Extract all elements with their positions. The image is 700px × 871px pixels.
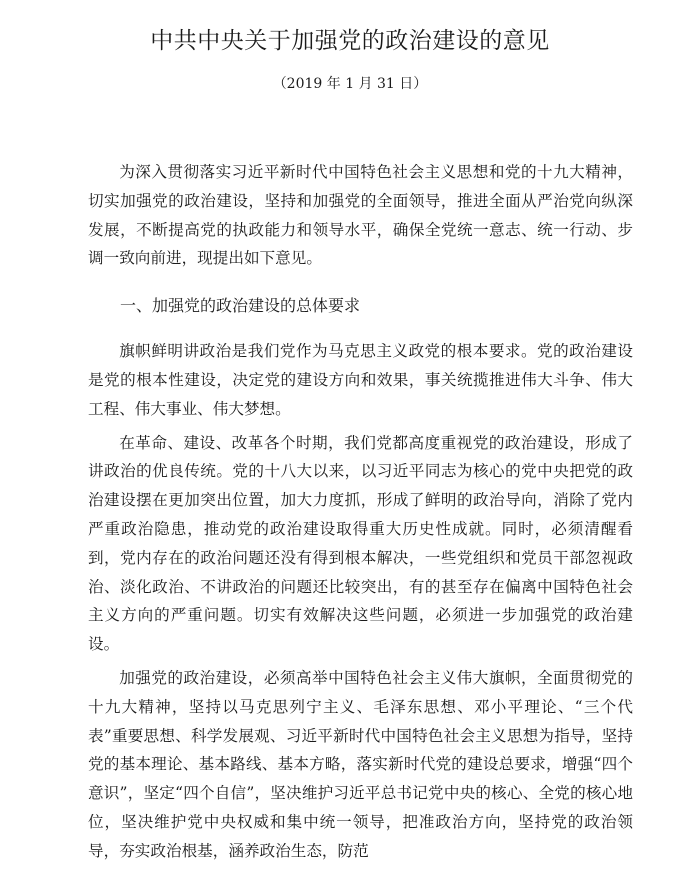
intro-paragraph: 为深入贯彻落实习近平新时代中国特色社会主义思想和党的十九大精神，切实加强党的政治建设，坚持和加强党的全面领导，推进全面从严治党向纵深发展，不断提高党的执政能力和领导水平，确保全党统一意志、统一行动、步调一致向前进，现提出如下意见。 — [88, 163, 633, 268]
document-body — [88, 158, 633, 871]
document-title: 中共中央关于加强党的政治建设的意见 — [150, 28, 550, 54]
body-paragraph-2: 在革命、建设、改革各个时期，我们党都高度重视党的政治建设，形成了讲政治的优良传统。党的十八大以来，以习近平同志为核心的党中央把党的政治建设摆在更加突出位置，加大力度抓，形成了鲜明的政治导向，消除了党内严重政治隐患，推动党的政治建设取得重大历史性成就。同时，必须清醒看到，党内存在的政治问题还没有得到根本解决，一些党组织和党员干部忽视政治、淡化政治、不讲政治的问题还比较突出，有的甚至存在偏离中国特色社会主义方向的严重问题。切实有效解决这些问题，必须进一步加强党的政治建设。 — [88, 433, 633, 654]
body-paragraph-1: 旗帜鲜明讲政治是我们党作为马克思主义政党的根本要求。党的政治建设是党的根本性建设，决定党的建设方向和效果，事关统揽推进伟大斗争、伟大工程、伟大事业、伟大梦想。 — [88, 342, 633, 418]
section-heading: 一、加强党的政治建设的总体要求 — [120, 296, 361, 316]
body-paragraph-3: 加强党的政治建设，必须高举中国特色社会主义伟大旗帜，全面贯彻党的十九大精神，坚持以马克思列宁主义、毛泽东思想、邓小平理论、“三个代表”重要思想、科学发展观、习近平新时代中国特色社会主义思想为指导，坚持党的基本理论、基本路线、基本方略，落实新时代党的建设总要求，增强“四个意识”，坚定“四个自信”，坚决维护习近平总书记党中央的核心、全党的核心地位，坚决维护党中央权威和集中统一领导，把准政治方向，坚持党的政治领导，夯实政治根基，涵养政治生态，防范 — [88, 668, 633, 860]
document-date: （2019 年 1 月 31 日） — [272, 76, 428, 92]
